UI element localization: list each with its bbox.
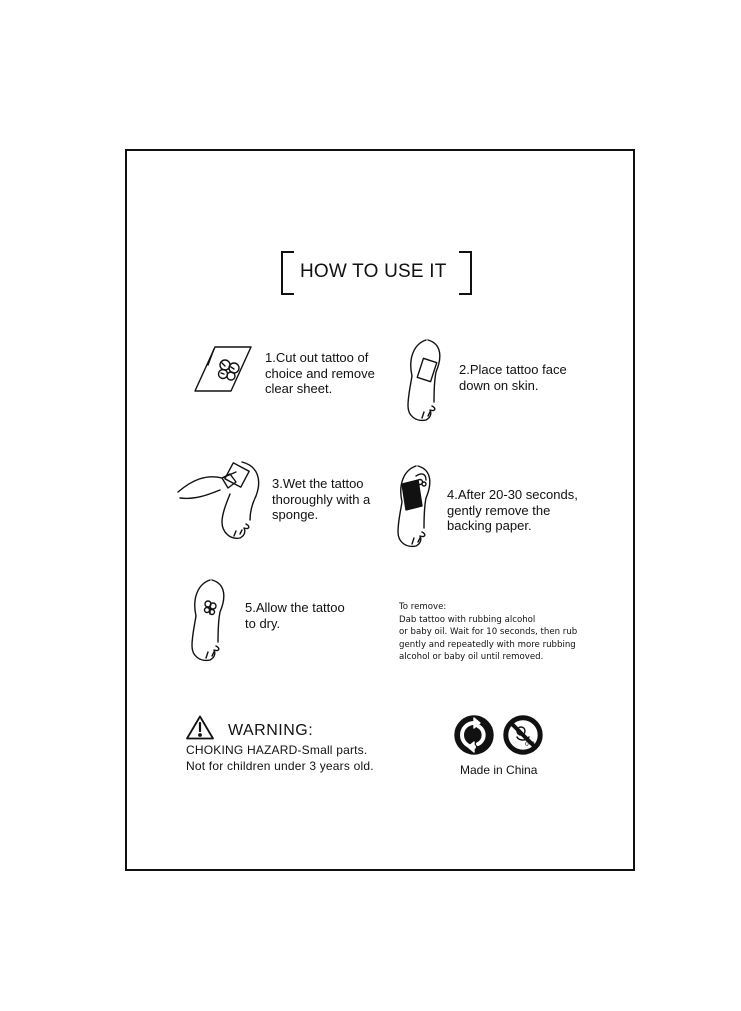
step-5-text: 5.Allow the tattoo to dry. — [245, 600, 345, 631]
peel-backing-icon — [386, 462, 442, 552]
age-label: 0-3 — [525, 741, 535, 748]
step-1-text: 1.Cut out tattoo of choice and remove clear sheet. — [265, 350, 375, 396]
page-title: HOW TO USE IT — [300, 261, 447, 282]
warning-triangle-icon — [186, 715, 214, 740]
step-4-text: 4.After 20-30 seconds, gently remove the backing paper. — [447, 487, 578, 533]
made-in-label: Made in China — [460, 763, 538, 777]
warning-title: WARNING: — [228, 722, 314, 739]
step-3-text: 3.Wet the tattoo thoroughly with a sponge. — [272, 476, 371, 522]
sponge-wet-icon — [176, 460, 268, 544]
green-dot-icon — [454, 715, 494, 755]
removal-instructions: To remove: Dab tattoo with rubbing alcohol or baby oil. Wait for 10 seconds, then rub gently and repeatedly with more rubbing alcohol or baby oil until removed. — [399, 601, 599, 664]
warning-text: CHOKING HAZARD-Small parts. Not for children under 3 years old. — [186, 743, 374, 773]
arm-place-icon — [398, 336, 448, 426]
step-2-text: 2.Place tattoo face down on skin. — [459, 362, 567, 393]
arm-dry-icon — [180, 576, 236, 666]
tattoo-sheet-icon — [193, 345, 253, 393]
not-for-under-3-icon — [503, 715, 543, 755]
removal-heading: To remove: — [399, 602, 447, 612]
title-bracket-left — [281, 251, 294, 295]
title-bracket-right — [459, 251, 472, 295]
